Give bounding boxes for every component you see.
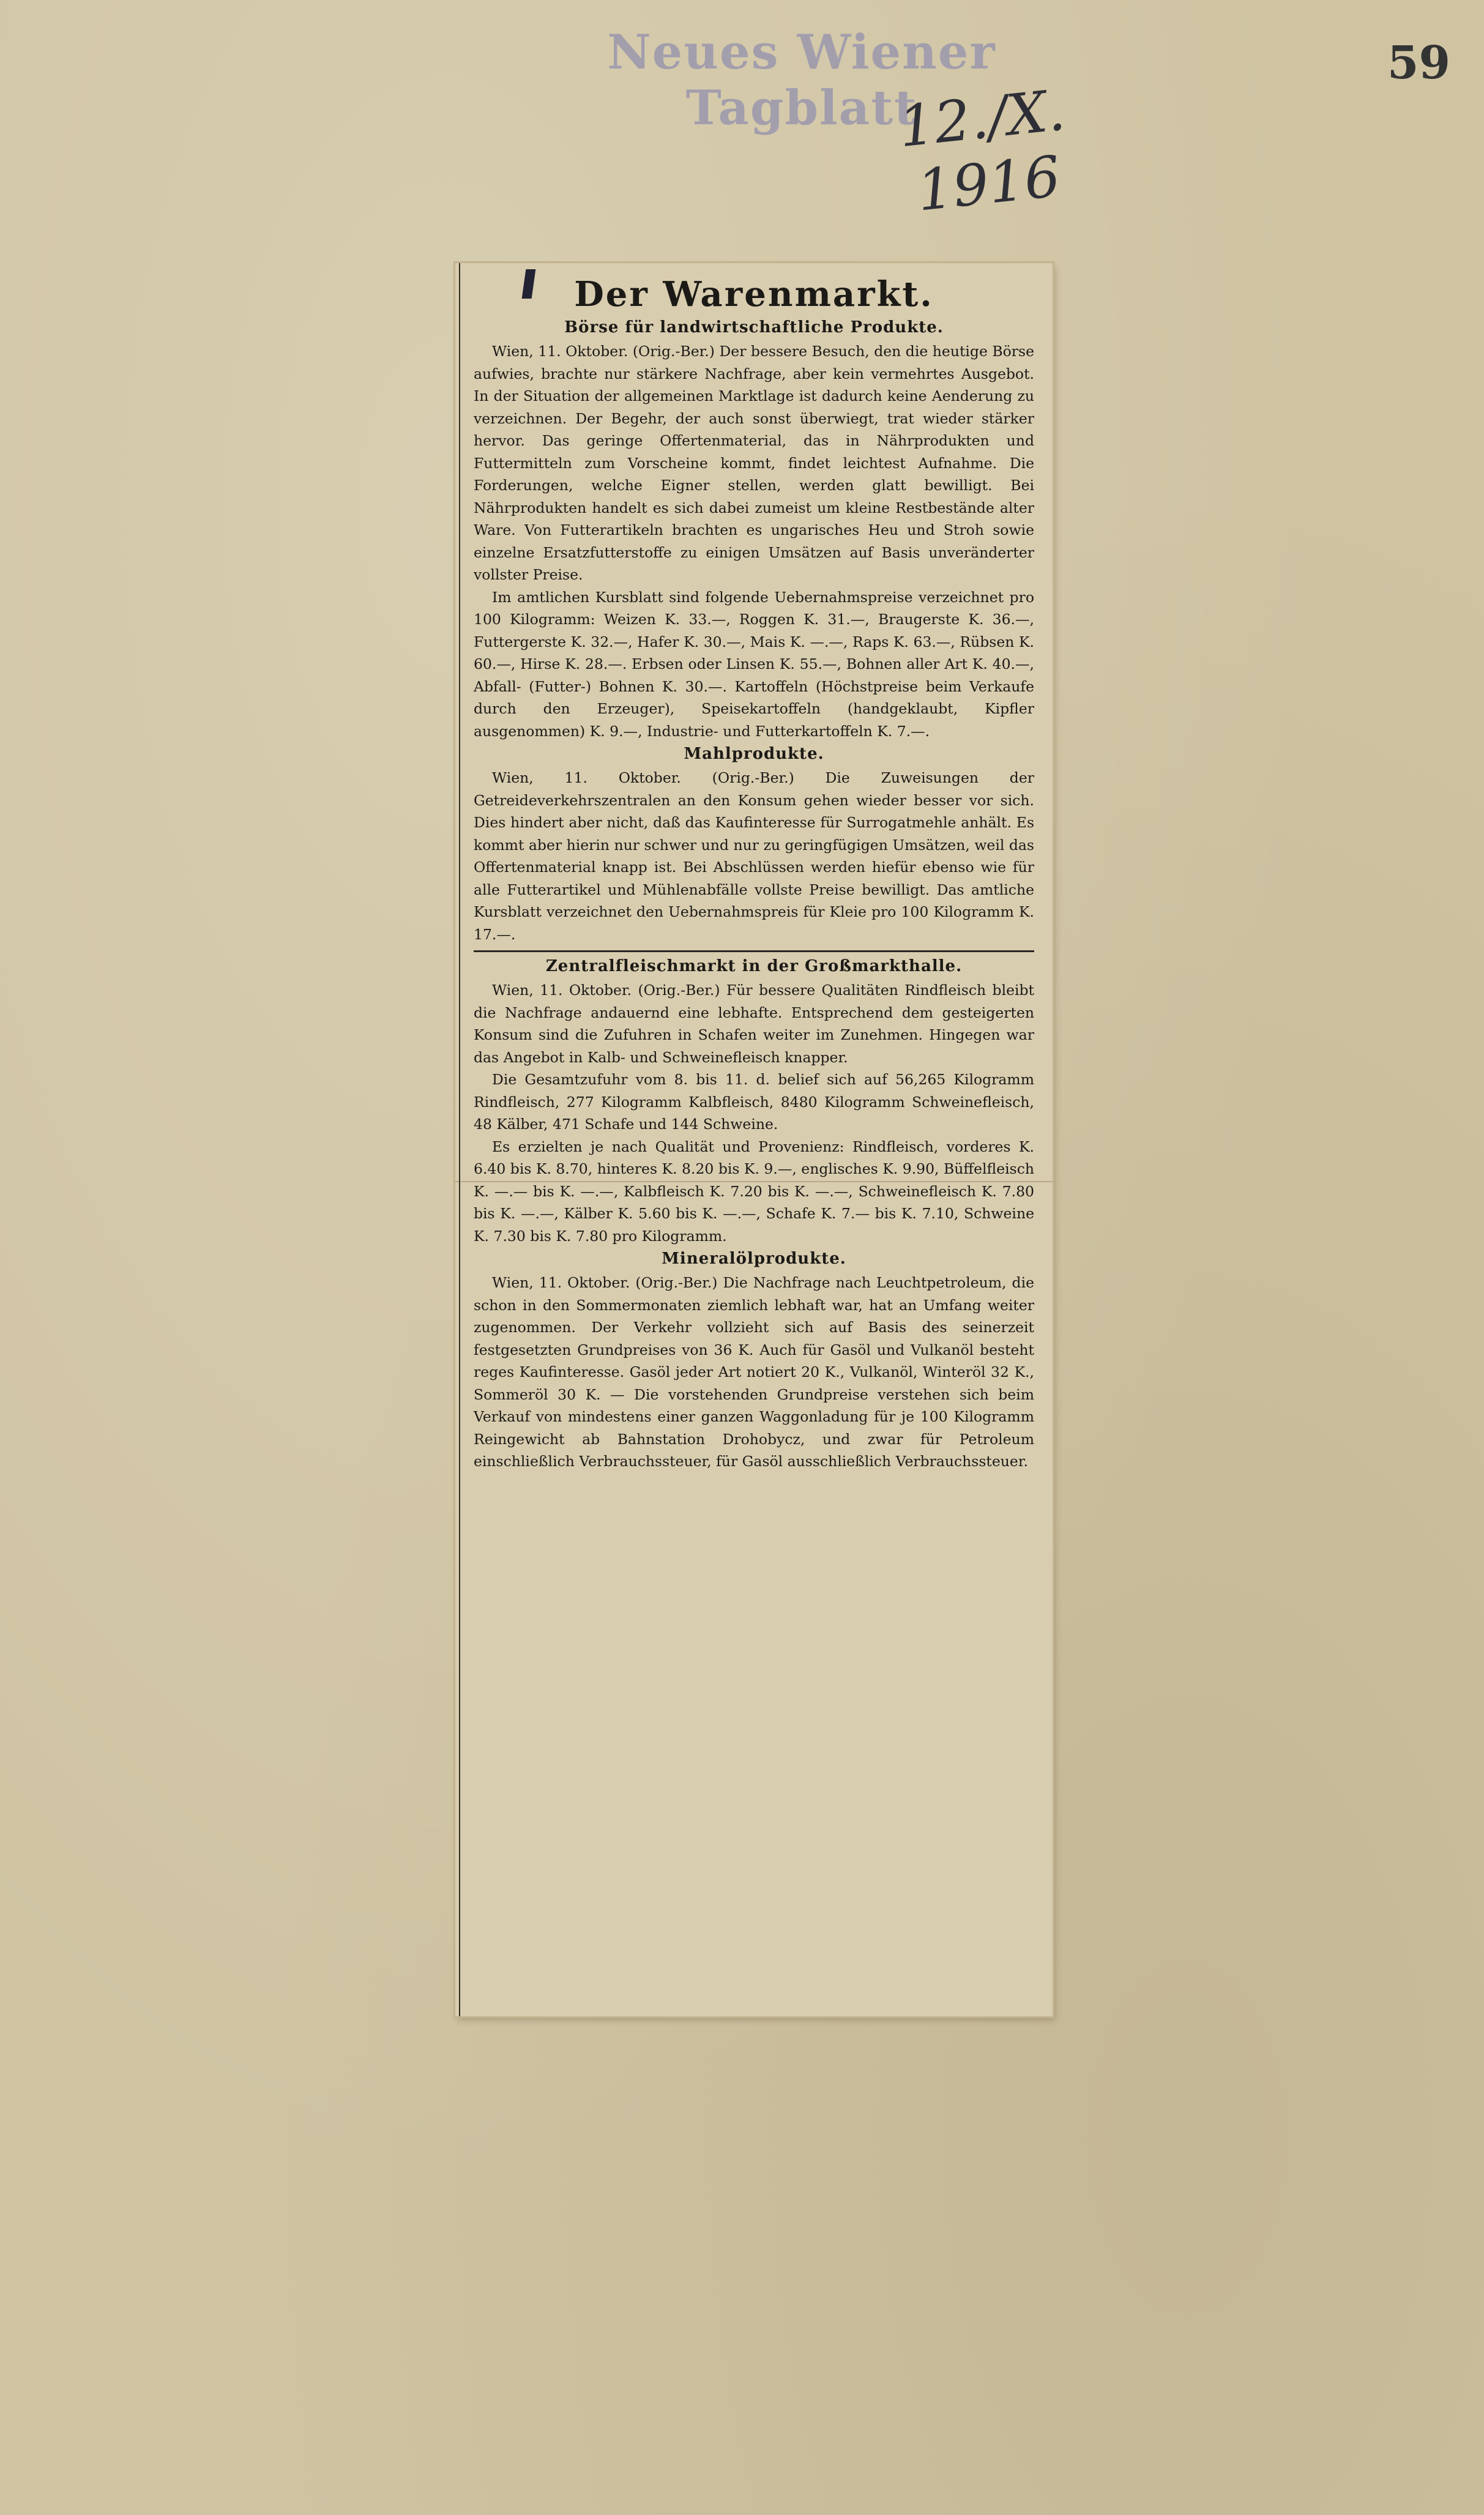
section-title-mahlprodukte: Mahlprodukte. (684, 745, 824, 763)
paragraph: Wien, 11. Oktober. (Orig.-Ber.) Die Nachfrage nach Leuchtpetroleum, die schon in den Sommermonaten ziemlich lebhaft war, hat an Umfang weiter zugenommen. Der Verkehr vollzieht sich auf Basis des seinerzeit festgesetzten Grundpreises von 36 K. Auch für Gasöl und Vulkanöl besteht reges Kaufinteresse. Gasöl jeder Art notiert 20 K., Vulkanöl, Winteröl 32 K., Sommeröl 30 K. — Die vorstehenden Grundpreise verstehen sich beim Verkauf von mindestens einer ganzen Waggonladung für je 100 Kilogramm Reingewicht ab Bahnstation Drohobycz, und zwar für Petroleum einschließlich Verbrauchssteuer, für Gasöl ausschließlich Verbrauchssteuer. (474, 1274, 1034, 1470)
newspaper-stamp: Neues Wiener Tagblatt (607, 24, 996, 136)
paragraph: Wien, 11. Oktober. (Orig.-Ber.) Für bessere Qualitäten Rindfleisch bleibt die Nachfrage andauernd eine lebhafte. Entsprechend dem gesteigerten Konsum sind die Zufuhren in Schafen weiter im Zunehmen. Hingegen war das Angebot in Kalb- und Schweinefleisch knapper. (474, 982, 1034, 1066)
paragraph: Im amtlichen Kursblatt sind folgende Uebernahmspreise verzeichnet pro 100 Kilogramm: Weizen K. 33.—, Roggen K. 31.—, Braugerste K. 36.—, Futtergerste K. 32.—, Hafer K. 30.—, Mais K. —.—, Raps K. 63.—, Rübsen K. 60.—, Hirse K. 28.—. Erbsen oder Linsen K. 55.—, Bohnen aller Art K. 40.—, Abfall- (Futter-) Bohnen K. 30.—. Kartoffeln (Höchstpreise beim Verkaufe durch den Erzeuger), Speisekartoffeln (handgeklaubt, Kipfler ausgenommen) K. 9.—, Industrie- und Futterkartoffeln K. 7.—. (474, 588, 1034, 740)
handwritten-date: 12./X. 1916 (895, 77, 1068, 224)
section-title-mineraloelprodukte: Mineralölprodukte. (662, 1250, 846, 1268)
paragraph: Es erzielten je nach Qualität und Provenienz: Rindfleisch, vorderes K. 6.40 bis K. 8.70, hinteres K. 8.20 bis K. 9.—, englisches K. 9.90, Büffelfleisch K. —.— bis K. —.—, Kalbfleisch K. 7.20 bis K. —.—, Schweinefleisch K. 7.80 bis K. —.—, Kälber K. 5.60 bis K. —.—, Schafe K. 7.— bis K. 7.10, Schweine K. 7.30 bis K. 7.80 pro Kilogramm. (474, 1138, 1034, 1245)
paragraph: Die Gesamtzufuhr vom 8. bis 11. d. belief sich auf 56,265 Kilogramm Rindfleisch, 277 Kilogramm Kalbfleisch, 8480 Kilogramm Schweinefleisch, 48 Kälber, 471 Schafe und 144 Schweine. (474, 1071, 1034, 1133)
article-masthead: Der Warenmarkt. (574, 274, 934, 315)
section-divider (474, 950, 1034, 952)
section-title-boerse: Börse für landwirtschaftliche Produkte. (564, 318, 944, 337)
page-number: 59 (1387, 37, 1450, 89)
section-title-zentralfleischmarkt: Zentralfleischmarkt in der Großmarkthalle. (545, 957, 963, 975)
newspaper-clipping (455, 263, 1053, 2016)
clipping-left-edge (459, 263, 460, 2016)
fold-line (455, 1181, 1053, 1182)
paragraph: Wien, 11. Oktober. (Orig.-Ber.) Der bessere Besuch, den die heutige Börse aufwies, brachte nur stärkere Nachfrage, aber kein vermehrtes Ausgebot. In der Situation der allgemeinen Marktlage ist dadurch keine Aenderung zu verzeichnen. Der Begehr, der auch sonst überwiegt, trat wieder stärker hervor. Das geringe Offertenmaterial, das in Nährprodukten und Futtermitteln zum Vorscheine kommt, findet leichtest Aufnahme. Die Forderungen, welche Eigner stellen, werden glatt bewilligt. Bei Nährprodukten handelt es sich dabei zumeist um kleine Restbestände alter Ware. Von Futterartikeln brachten es ungarisches Heu und Stroh sowie einzelne Ersatzfutterstoffe zu einigen Umsätzen auf Basis unveränderter vollster Preise. (474, 343, 1034, 583)
paragraph: Wien, 11. Oktober. (Orig.-Ber.) Die Zuweisungen der Getreideverkehrszentralen an den Konsum gehen wieder besser vor sich. Dies hindert aber nicht, daß das Kaufinteresse für Surrogatmehle anhält. Es kommt aber hierin nur schwer und nur zu geringfügigen Umsätzen, weil das Offertenmaterial knapp ist. Bei Abschlüssen werden hiefür ebenso wie für alle Futterartikel und Mühlenabfälle vollste Preise bewilligt. Das amtliche Kursblatt verzeichnet den Uebernahmspreis für Kleie pro 100 Kilogramm K. 17.—. (474, 769, 1034, 943)
